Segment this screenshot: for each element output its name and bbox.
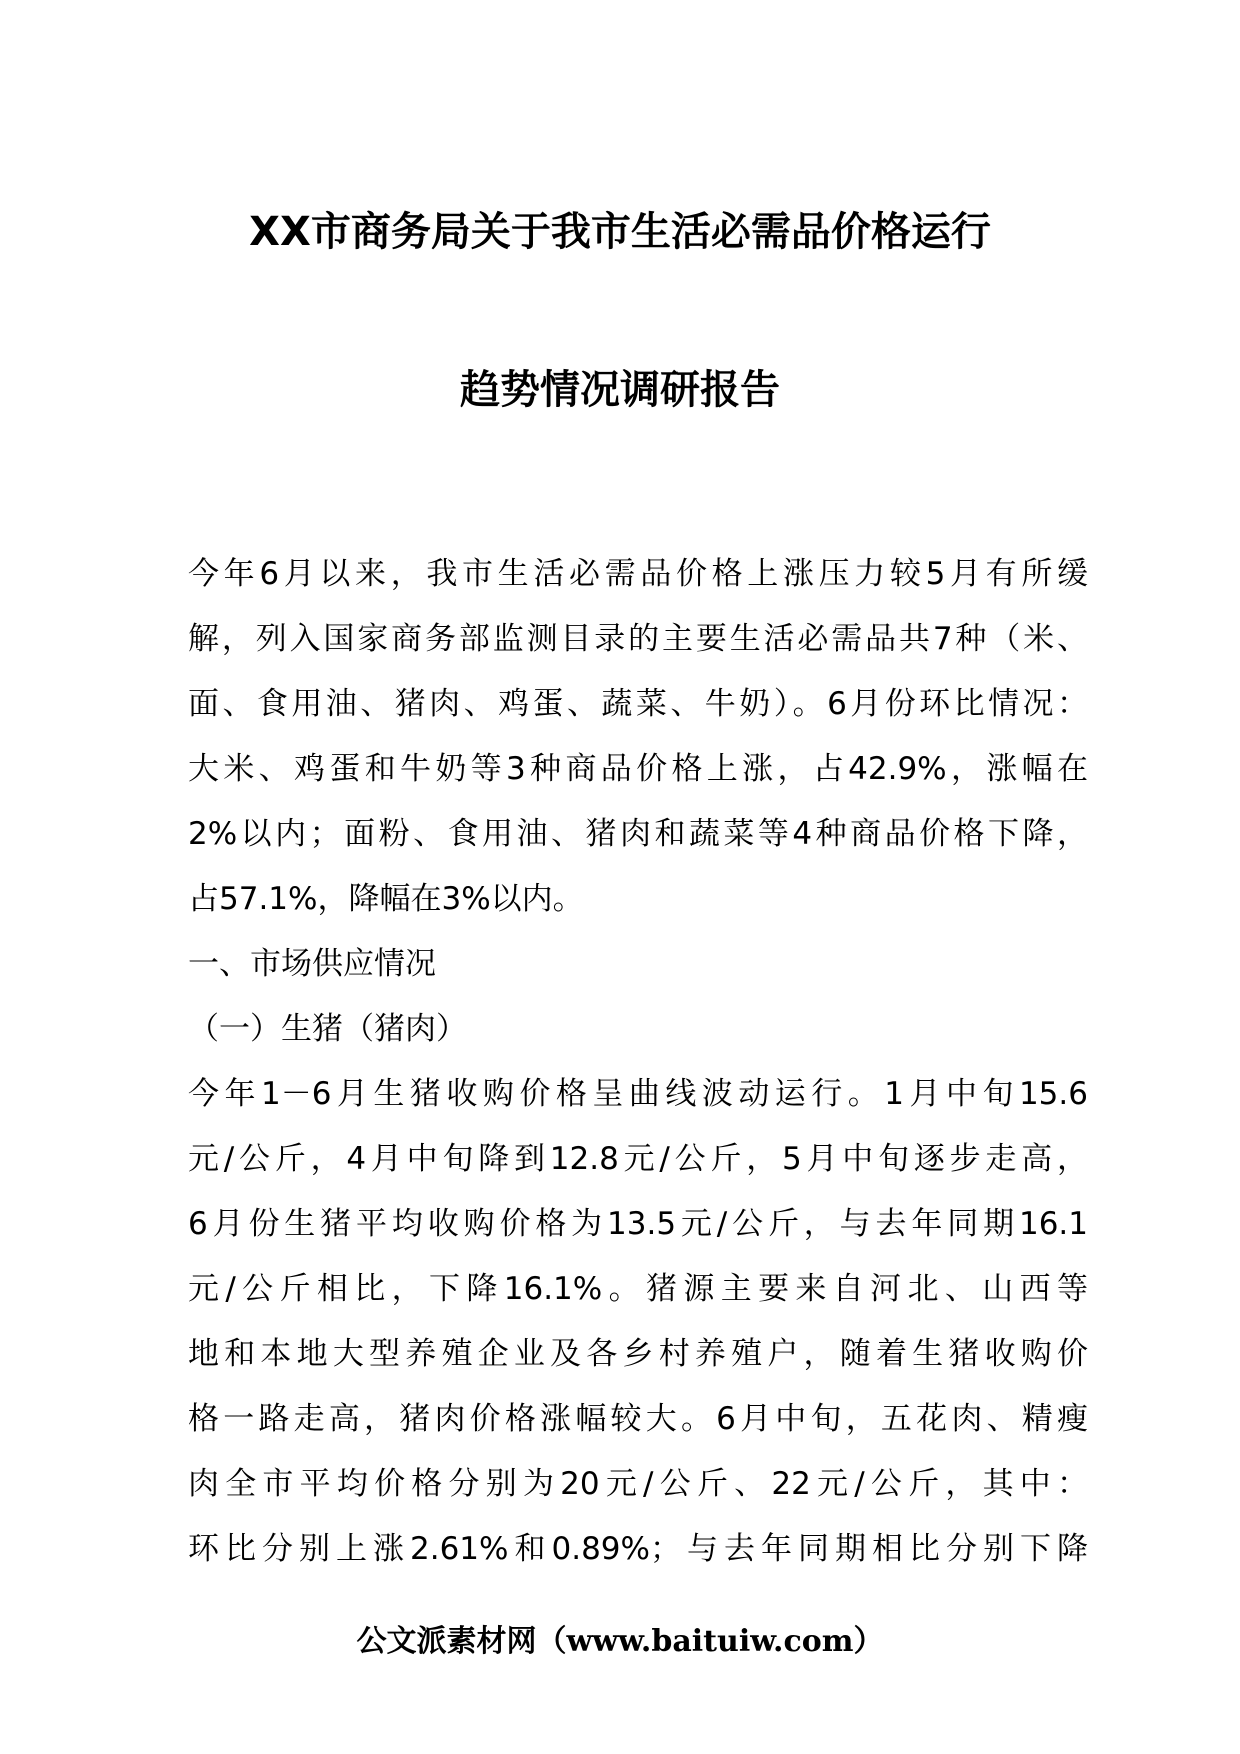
title-line-2: 趋势情况调研报告 <box>460 367 780 413</box>
paragraph-line: 地和本地大型养殖企业及各乡村养殖户，随着生猪收购价 <box>188 1336 1088 1372</box>
paragraph-line: 元/公斤相比，下降16.1%。猪源主要来自河北、山西等 <box>188 1271 1088 1307</box>
document-body <box>188 542 1088 1582</box>
paragraph-line: 环比分别上涨2.61%和0.89%；与去年同期相比分别下降 <box>188 1531 1088 1567</box>
paragraph-line: 面、食用油、猪肉、鸡蛋、蔬菜、牛奶）。6月份环比情况： <box>188 686 1088 722</box>
title-line-1: XX市商务局关于我市生活必需品价格运行 <box>249 209 991 255</box>
paragraph-line: 大米、鸡蛋和牛奶等3种商品价格上涨，占42.9%，涨幅在 <box>188 751 1088 787</box>
footer-source: 公文派素材网（www.baituiw.com） <box>356 1624 884 1659</box>
paragraph-line: 占57.1%，降幅在3%以内。 <box>188 881 584 917</box>
paragraph-line: 6月份生猪平均收购价格为13.5元/公斤，与去年同期16.1 <box>188 1206 1088 1242</box>
paragraph-line: 今年1－6月生猪收购价格呈曲线波动运行。1月中旬15.6 <box>188 1076 1088 1112</box>
paragraph-line: 格一路走高，猪肉价格涨幅较大。6月中旬，五花肉、精瘦 <box>188 1401 1088 1437</box>
paragraph-line: 2%以内；面粉、食用油、猪肉和蔬菜等4种商品价格下降， <box>188 816 1088 852</box>
paragraph-line: 元/公斤，4月中旬降到12.8元/公斤，5月中旬逐步走高， <box>188 1141 1088 1177</box>
section-heading: 一、市场供应情况 <box>188 946 436 982</box>
paragraph-line: 解，列入国家商务部监测目录的主要生活必需品共7种（米、 <box>188 621 1088 657</box>
subsection-heading: （一）生猪（猪肉） <box>188 1011 467 1047</box>
paragraph-line: 今年6月以来，我市生活必需品价格上涨压力较5月有所缓 <box>188 556 1088 592</box>
paragraph-line: 肉全市平均价格分别为20元/公斤、22元/公斤，其中： <box>188 1466 1088 1502</box>
